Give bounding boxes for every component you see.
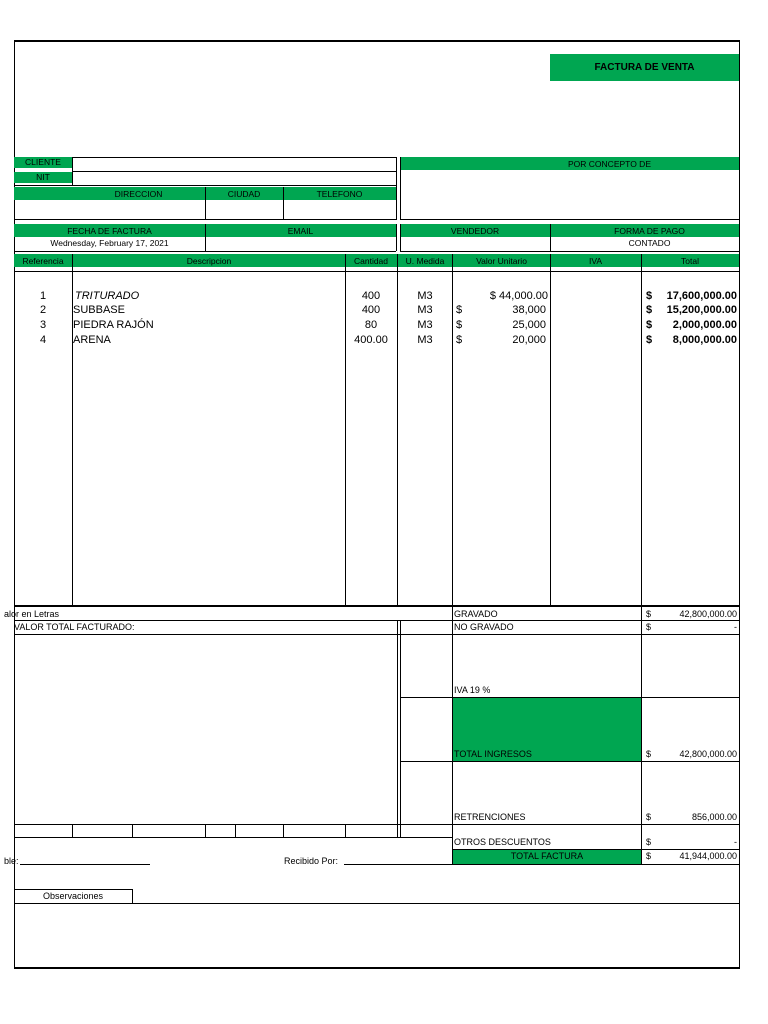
telefono-label: TELEFONO (316, 189, 363, 199)
client-vline-l (72, 157, 73, 185)
invoice-title: FACTURA DE VENTA (594, 62, 695, 73)
vend-vl (400, 224, 401, 251)
frame-bottom (14, 967, 740, 969)
row-ref: 1 (39, 290, 47, 302)
otros-cur: $ (646, 837, 652, 847)
grid-bottom (14, 837, 452, 838)
recibido-label: Recibido Por: (284, 856, 339, 866)
fecha-v1 (205, 224, 206, 251)
row-total: 8,000,000.00 (672, 334, 737, 346)
cliente-label: CLIENTE (25, 157, 61, 167)
forma-pago-value: CONTADO (628, 238, 671, 248)
row-desc: PIEDRA RAJÓN (73, 319, 154, 331)
col-descripcion: Descripcion (186, 256, 232, 266)
concepto-bottom (400, 219, 739, 220)
row-total: 15,200,000.00 (666, 304, 737, 316)
sum-line-1 (14, 620, 739, 621)
total-factura-label: TOTAL FACTURA (510, 851, 584, 861)
col-cantidad: Cantidad (353, 256, 389, 266)
row-unit: M3 (417, 334, 433, 346)
iva-label: IVA 19 % (454, 685, 491, 695)
grid-top (14, 824, 739, 825)
client-line-1 (72, 157, 396, 158)
table-bottom (14, 605, 739, 607)
row-price: 20,000 (512, 334, 546, 346)
row-total-cur: $ (646, 304, 653, 316)
row-total: 17,600,000.00 (666, 290, 737, 302)
col-u-medida: U. Medida (405, 256, 445, 266)
total-ingresos-value: 42,800,000.00 (679, 749, 737, 759)
sum-dv-1 (397, 620, 398, 838)
total-ingresos-label: TOTAL INGRESOS (454, 749, 532, 759)
vend-bottom (400, 251, 739, 252)
valor-letras-label: alor en Letras (4, 609, 60, 619)
gravado-label: GRAVADO (454, 609, 498, 619)
no-gravado-cur: $ (646, 622, 652, 632)
row-qty: 80 (364, 319, 378, 331)
row-unit: M3 (417, 319, 433, 331)
client-line-3 (14, 185, 396, 186)
concepto-vl (400, 157, 401, 220)
forma-pago-label: FORMA DE PAGO (614, 226, 685, 236)
frame-top (14, 40, 740, 42)
grid-v6 (345, 824, 346, 837)
gravado-value: 42,800,000.00 (679, 609, 737, 619)
total-factura-line (452, 864, 739, 865)
client-line-2 (72, 171, 396, 172)
client-vline-r (396, 157, 397, 220)
no-gravado-value: - (734, 622, 737, 632)
row-qty: 400 (361, 290, 381, 302)
otros-label: OTROS DESCUENTOS (454, 837, 551, 847)
grid-v1 (72, 824, 73, 837)
row-desc: SUBBASE (73, 304, 125, 316)
addr-v1 (205, 187, 206, 219)
retenciones-cur: $ (646, 812, 652, 822)
direccion-label: DIRECCION (114, 189, 163, 199)
row-total-cur: $ (646, 334, 653, 346)
otros-value: - (734, 837, 737, 847)
responsable-line (20, 864, 150, 865)
row-total: 2,000,000.00 (672, 319, 737, 331)
recibido-line (344, 864, 452, 865)
total-ingresos-cur: $ (646, 749, 652, 759)
grid-v2 (132, 824, 133, 837)
row-ref: 3 (39, 319, 47, 331)
concepto-label: POR CONCEPTO DE (568, 159, 651, 169)
fecha-label: FECHA DE FACTURA (67, 226, 152, 236)
no-gravado-label: NO GRAVADO (454, 622, 514, 632)
ciudad-label: CIUDAD (227, 189, 261, 199)
vendedor-label: VENDEDOR (450, 226, 500, 236)
sum-dv-2 (400, 620, 401, 838)
row-qty: 400 (361, 304, 381, 316)
row-ref: 4 (39, 334, 47, 346)
row-cur: $ (456, 334, 463, 346)
retenciones-value: 856,000.00 (691, 812, 737, 822)
total-factura-value: 41,944,000.00 (679, 851, 737, 861)
col-referencia: Referencia (22, 256, 64, 266)
row-cur: $ (456, 304, 463, 316)
row-price: 25,000 (512, 319, 546, 331)
fecha-value: Wednesday, February 17, 2021 (50, 238, 169, 248)
row-unit: M3 (417, 304, 433, 316)
vend-v1 (550, 224, 551, 251)
obs-line (14, 903, 739, 904)
total-factura-cur: $ (646, 851, 652, 861)
row-unit: M3 (417, 290, 433, 302)
row-total-cur: $ (646, 290, 653, 302)
row-desc: ARENA (73, 334, 111, 346)
table-top-sep (14, 271, 739, 272)
row-ref: 2 (39, 304, 47, 316)
row-cur: $ (456, 319, 463, 331)
obs-top (14, 889, 132, 890)
row-qty: 400.00 (354, 334, 388, 346)
email-label: EMAIL (287, 226, 314, 236)
row-total-cur: $ (646, 319, 653, 331)
responsable-label: ble: (4, 856, 19, 866)
row-desc: TRITURADO (75, 290, 140, 302)
frame-right (739, 40, 740, 968)
col-iva: IVA (588, 256, 603, 266)
valor-total-label: VALOR TOTAL FACTURADO: (14, 622, 135, 632)
sum-line-ing (400, 761, 739, 762)
nit-label: NIT (36, 172, 50, 182)
sum-line-2 (14, 634, 739, 635)
col-valor-unitario: Valor Unitario (476, 256, 527, 266)
grid-v5 (283, 824, 284, 837)
obs-v (132, 889, 133, 903)
gravado-cur: $ (646, 609, 652, 619)
fecha-bottom (14, 251, 396, 252)
col-total: Total (681, 256, 699, 266)
tv-4 (452, 254, 453, 605)
addr-v2 (283, 187, 284, 219)
tv-5 (550, 254, 551, 605)
row-price: $ 44,000.00 (489, 290, 548, 302)
fecha-vr (396, 224, 397, 251)
addr-line (14, 219, 396, 220)
row-price: 38,000 (512, 304, 546, 316)
tv-6 (641, 254, 642, 605)
sum-v-641 (641, 607, 642, 865)
observaciones-label: Observaciones (42, 891, 104, 901)
retenciones-label: RETRENCIONES (454, 812, 526, 822)
grid-v3 (205, 824, 206, 837)
grid-v4 (235, 824, 236, 837)
